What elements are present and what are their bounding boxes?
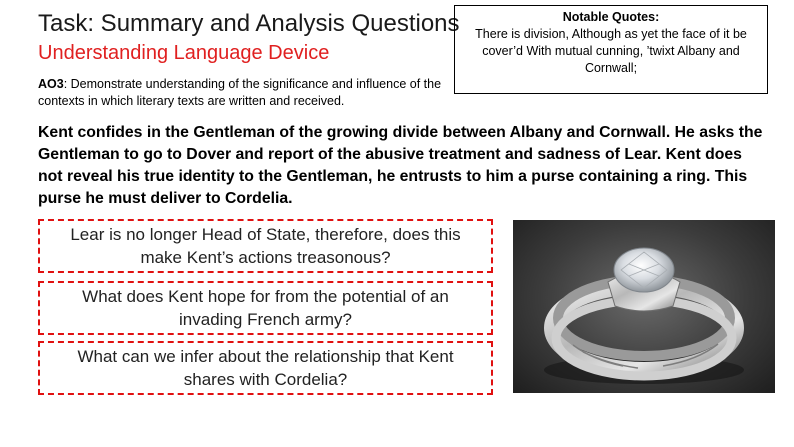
- ao3-text: : Demonstrate understanding of the significance and influence of the contexts in which literary texts are written and received.: [38, 77, 442, 108]
- ring-photo: [513, 220, 775, 393]
- question-text: What does Kent hope for from the potential of an invading French army?: [82, 287, 449, 329]
- notable-quotes-title: Notable Quotes:: [562, 10, 660, 24]
- question-text: Lear is no longer Head of State, therefore, does this make Kent’s actions treasonous?: [70, 225, 461, 267]
- slide-subtitle: Understanding Language Device: [38, 42, 330, 64]
- notable-quotes-box: [454, 5, 768, 94]
- scene-summary: Kent confides in the Gentleman of the growing divide between Albany and Cornwall. He asks the Gentleman to go to Dover and report of the abusive treatment and sadness of Lear. Kent does not reveal his true identity to the Gentleman, he entrusts to him a purse containing a ring. This purse he must deliver to Cordelia.: [38, 124, 763, 207]
- question-box: [38, 341, 493, 395]
- ring-illustration: [513, 220, 775, 393]
- question-text: What can we infer about the relationship that Kent shares with Cordelia?: [77, 347, 454, 389]
- notable-quotes-text: There is division, Although as yet the face of it be cover’d With mutual cunning, ’twixt Albany and Cornwall;: [475, 27, 747, 75]
- question-box: [38, 219, 493, 273]
- ao3-objective: [38, 76, 458, 110]
- ao3-label: AO3: [38, 77, 64, 91]
- question-box: [38, 281, 493, 335]
- slide-title: Task: Summary and Analysis Questions: [38, 10, 460, 37]
